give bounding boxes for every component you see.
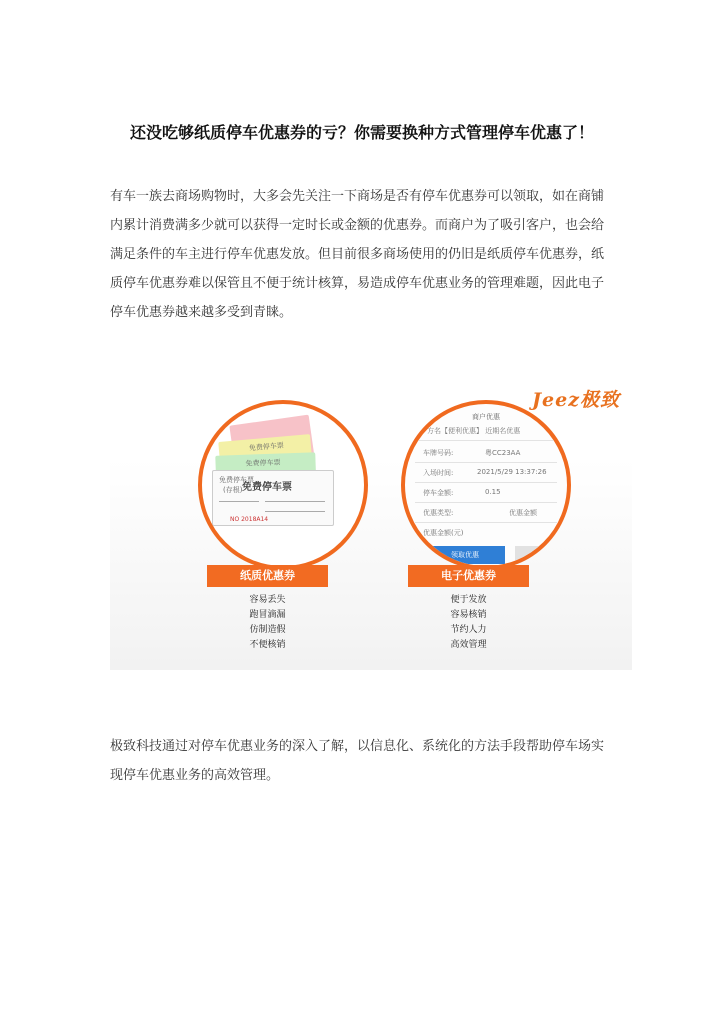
screen-divider xyxy=(415,440,557,441)
list-item: 节约人力 xyxy=(450,625,487,635)
amount-label: 优惠金额(元) xyxy=(423,529,464,537)
ticket-line xyxy=(265,501,325,502)
ticket-serial: NO 2018A14 xyxy=(230,516,269,523)
list-item: 容易丢失 xyxy=(249,595,286,605)
electronic-coupon-label: 电子优惠券 xyxy=(408,565,529,587)
plate-value: 粤CC23AA xyxy=(485,449,521,457)
ticket-line xyxy=(265,511,325,512)
entry-value: 2021/5/29 13:37:26 xyxy=(477,468,547,476)
paragraph-intro: 有车一族去商场购物时，大多会先关注一下商场是否有停车优惠券可以领取，如在商铺内累计消费满多少就可以获得一定时长或金额的优惠券。而商户为了吸引客户，也会给满足条件的车主进行停车优惠发放。但目前很多商场使用的仍旧是纸质停车优惠券，纸质停车优惠券难以保管且不便于统计核算，易造成停车优惠业务的管理难题，因此电子停车优惠券越来越多受到青睐。 xyxy=(110,189,605,320)
fee-value: 0.15 xyxy=(485,488,501,496)
list-item: 容易核销 xyxy=(450,610,487,620)
plate-label: 车牌号码: xyxy=(423,449,454,457)
article-title: 还没吃够纸质停车优惠券的亏？你需要换种方式管理停车优惠了！ xyxy=(129,123,594,142)
paper-coupon-label: 纸质优惠券 xyxy=(207,565,328,587)
ticket-main-title: 免费停车票 xyxy=(242,482,292,493)
ticket-white-sub: (存根) xyxy=(223,486,243,494)
screen-header: 商户优惠 xyxy=(472,413,500,421)
screen-tab: 方名【便利优惠】 近期名优惠 xyxy=(427,427,521,435)
list-item: 高效管理 xyxy=(450,640,487,650)
paper-drawbacks-list xyxy=(207,593,328,653)
ticket-line xyxy=(219,501,259,502)
phone-screen-illustration xyxy=(401,400,571,570)
ticket-white-small-title: 免费停车票 xyxy=(219,476,254,484)
ticket-yellow-title: 免费停车票 xyxy=(248,441,285,453)
comparison-figure xyxy=(110,377,632,670)
screen-divider xyxy=(415,482,557,483)
list-item: 跑冒滴漏 xyxy=(249,610,286,620)
ticket-green-title: 免费停车票 xyxy=(245,458,281,468)
jeez-logo: Jeez极致 xyxy=(532,389,620,411)
screen-divider xyxy=(415,522,557,523)
electronic-benefits-list xyxy=(408,593,529,653)
paper-ticket-illustration xyxy=(198,400,368,570)
list-item: 仿制造假 xyxy=(249,625,286,635)
type-label: 优惠类型: xyxy=(423,509,454,517)
list-item: 便于发放 xyxy=(450,595,487,605)
screen-divider xyxy=(415,502,557,503)
fee-label: 停车金额: xyxy=(423,489,454,497)
claim-coupon-button: 领取优惠 xyxy=(425,546,505,564)
paragraph-conclusion: 极致科技通过对停车优惠业务的深入了解，以信息化、系统化的方法手段帮助停车场实现停车优惠业务的高效管理。 xyxy=(110,739,605,783)
entry-label: 入场时间: xyxy=(423,469,454,477)
secondary-button xyxy=(515,546,555,564)
type-value: 优惠金额 xyxy=(509,509,537,517)
list-item: 不便核销 xyxy=(249,640,286,650)
screen-divider xyxy=(415,462,557,463)
